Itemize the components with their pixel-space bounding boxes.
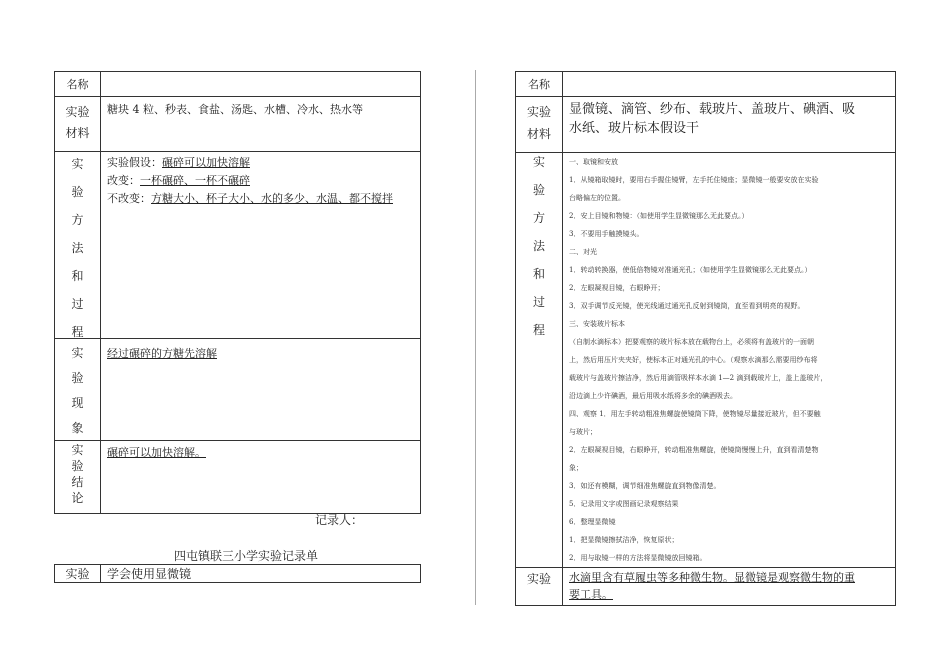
experiment-label: 实验	[65, 567, 90, 581]
r-step-line: 2．用与取镜一样的方法将显微镜放回镜箱。	[569, 554, 707, 562]
experiment-cell	[101, 565, 421, 583]
materials-cell	[101, 97, 421, 152]
r-step-line: 台略偏左的位置。	[569, 194, 625, 202]
r-materials-label-line1: 实验	[526, 105, 551, 119]
method-label-cell	[55, 152, 101, 339]
r-step-line: 5．记录用文字或图画记录观察结果	[569, 500, 679, 508]
experiment-text: 学会使用显微镜	[107, 567, 192, 581]
conclusion-label-cell	[55, 441, 101, 514]
r-step-line: 象；	[569, 464, 583, 472]
second-record-table	[54, 564, 421, 583]
recorder-label: 记录人：	[315, 513, 364, 527]
r-conclusion-line2: 要工具。	[569, 588, 613, 601]
phenomenon-label: 实 验 现 象	[71, 346, 84, 435]
r-step-line: 一、取镜和安放	[569, 158, 618, 166]
r-conclusion-line1: 水滴里含有草履虫等多种微生物。显微镜是观察微生物的重	[569, 571, 855, 584]
phenomenon-label-cell	[55, 339, 101, 441]
conclusion-cell	[101, 441, 421, 514]
r-conclusion-cell	[563, 568, 896, 606]
conclusion-label: 实 验 结 论	[71, 443, 84, 505]
r-step-line: 1．从镜箱取镜时，要用右手握住镜臂，左手托住镜座；显微镜一般要安放在实验	[569, 176, 819, 184]
r-step-line: （自制水滴标本）把要观察的玻片标本放在载物台上，必须将有盖玻片的一面朝	[569, 338, 814, 346]
r-step-line: 1．转动转换器，使低倍物镜对准通光孔；（如使用学生显微镜那么无此要点。）	[569, 266, 812, 274]
phenomenon-cell	[101, 339, 421, 441]
r-step-line: 3．不要用手触摸镜头。	[569, 230, 644, 238]
experiment-label-cell	[55, 565, 101, 583]
right-record-table	[515, 71, 896, 606]
phenomenon-text: 经过碾碎的方糖先溶解	[107, 347, 217, 360]
r-conclusion-label-cell	[516, 568, 563, 606]
name-label-cell	[55, 72, 101, 97]
r-step-line: 6．整理显微镜	[569, 518, 616, 526]
r-step-line: 载玻片与盖玻片擦洁净，然后用滴管吸样本水滴 1—2 滴到载玻片上，盖上盖玻片，	[569, 374, 828, 382]
r-step-line: 上，然后用压片夹夹好，使标本正对通光孔的中心。（观察水滴那么需要用纱布将	[569, 356, 818, 364]
r-method-label-cell	[516, 153, 563, 568]
hypothesis-line: 实验假设：碾碎可以加快溶解	[107, 156, 250, 169]
materials-text: 糖块 4 粒、秒表、食盐、汤匙、水槽、冷水、热水等	[107, 103, 363, 116]
r-step-line: 2．左眼凝视目镜，右眼睁开，转动粗准焦螺旋，使镜筒慢慢上升，直到看清楚物	[569, 446, 819, 454]
method-label: 实 验 方 法 和 过 程	[71, 157, 84, 339]
r-conclusion-label: 实验	[526, 572, 551, 586]
r-name-label-cell	[516, 72, 563, 97]
r-method-label: 实 验 方 法 和 过 程	[532, 155, 545, 337]
r-step-line: 沿边滴上少许碘酒，最后用吸水纸将多余的碘酒吸去。	[569, 392, 737, 400]
r-step-line: 四、观察 1．用左手转动粗准焦螺旋使镜筒下降，使物镜尽量接近玻片，但不要触	[569, 410, 821, 418]
r-method-cell	[563, 153, 896, 568]
materials-label-line1: 实验	[65, 105, 90, 119]
r-step-line: 3．双手调节反光镜，使光线通过通光孔反射到镜筒，直至看到明亮的视野。	[569, 302, 805, 310]
r-step-line: 3．如还有模糊，调节细准焦螺旋直到物像清楚。	[569, 482, 721, 490]
name-label: 名称	[66, 78, 89, 91]
change-text: 一杯碾碎、一杯不碾碎	[140, 174, 250, 187]
nochange-text: 方糖大小、杯子大小、水的多少、水温、都不搅拌	[151, 192, 393, 205]
materials-label-cell	[55, 97, 101, 152]
r-step-line: 2．左眼凝视目镜，右眼睁开；	[569, 284, 665, 292]
r-name-label: 名称	[528, 78, 550, 91]
nochange-line: 不改变：方糖大小、杯子大小、水的多少、水温、都不搅拌	[107, 192, 393, 205]
r-materials-cell	[563, 97, 896, 153]
conclusion-text: 碾碎可以加快溶解。	[107, 446, 206, 459]
r-step-line: 1．把显微镜擦拭洁净，恢复原状；	[569, 536, 679, 544]
r-name-value-cell	[563, 72, 896, 97]
left-record-table	[54, 71, 421, 514]
r-step-line: 与玻片；	[569, 428, 597, 436]
r-step-line: 2．安上目镜和物镜：（如使用学生显微镜那么无此要点。）	[569, 212, 749, 220]
name-value-cell	[101, 72, 421, 97]
r-materials-label-cell	[516, 97, 563, 153]
sheet-title: 四屯镇联三小学实验记录单	[174, 549, 319, 563]
r-materials-line2: 水纸、玻片标本假设干	[569, 121, 700, 136]
r-materials-label-line2: 材料	[526, 127, 551, 141]
materials-label-line2: 材料	[65, 126, 90, 140]
change-line: 改变：一杯碾碎、一杯不碾碎	[107, 174, 250, 187]
r-step-line: 二、对光	[569, 248, 597, 256]
r-materials-line1: 显微镜、滴管、纱布、载玻片、盖玻片、碘酒、吸	[569, 102, 856, 117]
r-step-line: 三、安装玻片标本	[569, 320, 625, 328]
page-divider	[475, 70, 476, 605]
hypothesis-text: 碾碎可以加快溶解	[162, 156, 250, 169]
method-cell	[101, 152, 421, 339]
